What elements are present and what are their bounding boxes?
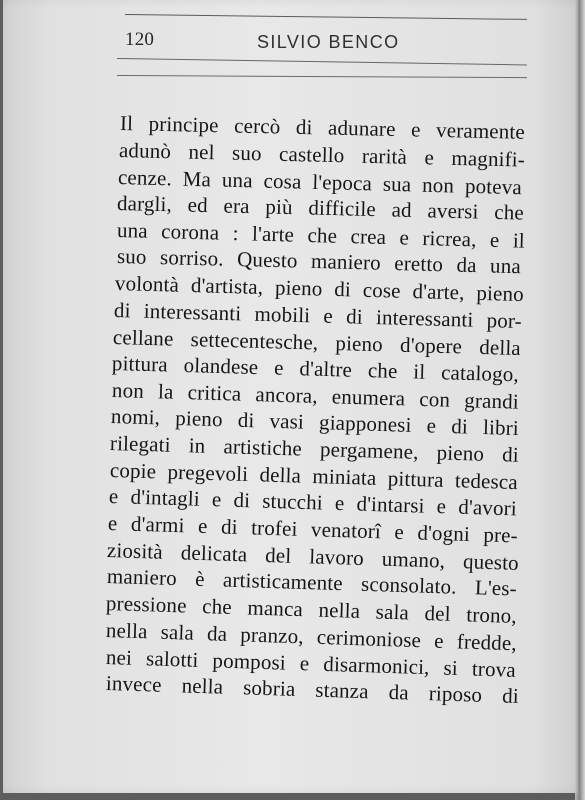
text-line-2: adunò nel suo castello rarità e magnifi- (118, 138, 526, 172)
header-bottom-rule (117, 75, 527, 78)
book-gutter-edge (575, 0, 585, 800)
header-top-rule (125, 14, 527, 20)
text-line-22: invece nella sobria stanza da riposo di (105, 671, 520, 708)
text-line-19: pressione che manca nella sala del trono, (105, 591, 518, 628)
text-line-7: volontà d'artista, pieno di cose d'arte, pieno (114, 271, 525, 307)
text-line-20: nella sala da pranzo, cerimoniose e fredde, (105, 618, 518, 656)
running-head: SILVIO BENCO (257, 32, 400, 52)
book-page (3, 0, 578, 793)
text-line-16: e d'armi e di trofei venatorî e d'ogni pre- (107, 511, 519, 548)
text-line-9: cellane settecentesche, pieno d'opere della (112, 325, 522, 361)
text-line-15: e d'intagli e di stucchi e d'intarsi e d'avori (108, 484, 518, 521)
text-line-21: nei salotti pomposi e disarmonici, si trova (105, 645, 517, 682)
page-body-text (105, 111, 535, 711)
text-line-13: rilegati in artistiche pergamene, pieno di (109, 431, 520, 467)
text-line-6: suo sorriso. Questo maniero eretto da una (116, 244, 522, 279)
text-line-3: cenze. Ma una cosa l'epoca sua non poteva (117, 165, 523, 200)
text-line-11: non la critica ancora, enumera con grandi (111, 378, 520, 414)
text-line-12: nomi, pieno di vasi giapponesi e di libri (110, 404, 520, 441)
header-middle-rule (117, 58, 527, 65)
text-line-17: ziosità delicata del lavoro umano, questo (106, 538, 520, 575)
text-line-10: pittura olandese e d'altre che il catalogo, (111, 351, 520, 387)
page-number: 120 (125, 29, 155, 50)
page-header (117, 14, 529, 78)
text-line-8: di interessanti mobili e di interessanti por- (113, 298, 523, 334)
text-line-5: una corona : l'arte che crea e ricrea, e il (116, 218, 526, 253)
text-line-18: maniero è artisticamente sconsolato. L'es- (106, 564, 518, 601)
text-line-14: copie pregevoli della miniata pittura tedesca (109, 458, 519, 495)
text-line-1: Il principe cercò di adunare e veramente (119, 111, 526, 144)
text-line-4: dargli, ed era più difficile ad aversi che (116, 191, 525, 225)
